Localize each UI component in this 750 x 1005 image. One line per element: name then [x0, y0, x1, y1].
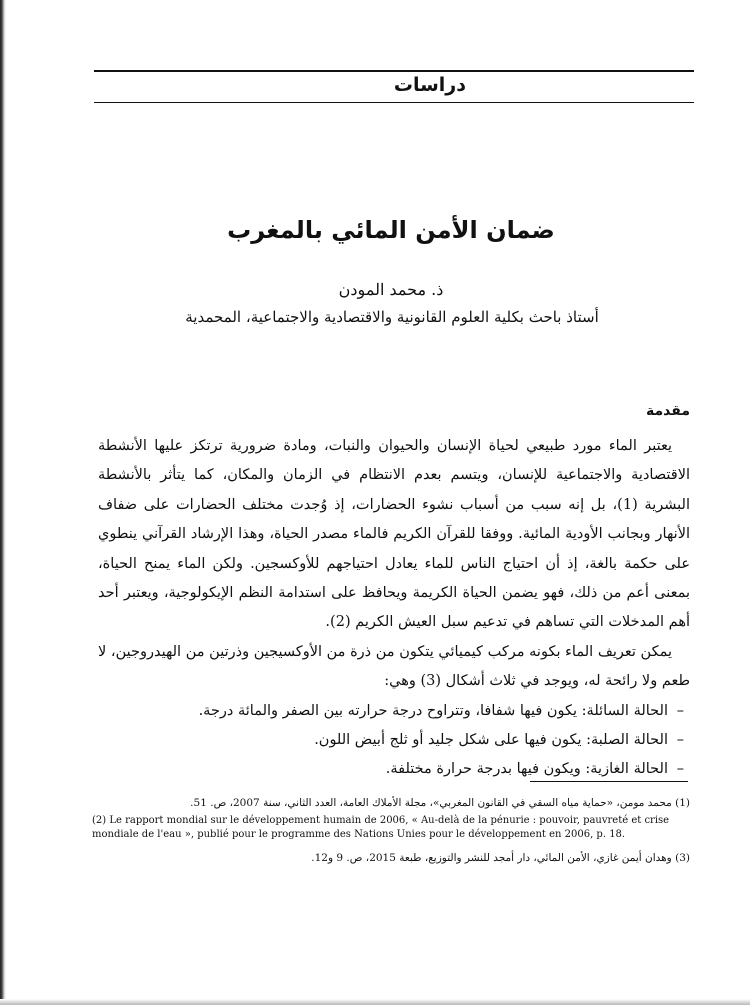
article-title: ضمان الأمن المائي بالمغرب — [227, 216, 555, 244]
footnote-1: (1) محمد مومن، «حماية مياه السقي في القانون المغربي»، مجلة الأملاك العامة، العدد الثاني، سنة 2007، ص. 51. — [190, 797, 690, 809]
author-affiliation: أستاذ باحث بكلية العلوم القانونية والاقتصادية والاجتماعية، المحمدية — [185, 308, 599, 326]
author-name: ذ. محمد المودن — [338, 280, 444, 299]
list-item-text: الحالة الصلبة: يكون فيها على شكل جليد أو ثلج أبيض اللون. — [314, 732, 668, 749]
list-item — [98, 697, 690, 726]
list-marker: – — [676, 702, 684, 719]
list-item-text: الحالة الغازية: ويكون فيها بدرجة حرارة مختلفة. — [385, 761, 668, 778]
list-marker: – — [676, 732, 684, 749]
paragraph: يعتبر الماء مورد طبيعي لحياة الإنسان والحيوان والنبات، ومادة ضرورية ترتكز عليها الأنشطة الاقتصادية والاجتماعية للإنسان، ويتسم بعدم الانتظام في الزمان والمكان، كما يتأثر بالأنشطة البشرية (1)، بل إنه سبب من أسباب نشوء الحضارات، إذ وُجدت مختلف الحضارات على ضفاف الأنهار وبجانب الأودية المائية. ووفقا للقرآن الكريم فالماء مصدر الحياة، وهذا الإرشاد القرآني ينطوي على حكمة بالغة، إذ أن احتياج الناس للماء يعادل احتياجهم للأوكسجين. ولكن الماء يمنح الحياة، بمعنى أعم من ذلك، فهو يضمن الحياة الكريمة ويحافظ على استدامة النظم الإيكولوجية، ويعتبر أحد أهم المدخلات التي تساهم في تدعيم سبل العيش الكريم (2). — [98, 438, 690, 631]
section-header-bar — [94, 70, 694, 103]
section-header-title: دراسات — [393, 74, 466, 96]
section-heading-introduction: مقدمة — [646, 403, 690, 419]
paragraph: يمكن تعريف الماء بكونه مركب كيميائي يتكون من ذرة من الأوكسيجين وذرتين من الهيدروجين، لا طعم ولا رائحة له، ويوجد في ثلاث أشكال (3) وهي: — [98, 643, 690, 690]
list-item — [98, 726, 690, 755]
footnote-3: (3) وهدان أيمن غازي، الأمن المائي، دار أمجد للنشر والتوزيع، طبعة 2015، ص. 9 و12. — [311, 852, 690, 864]
states-list — [98, 697, 690, 785]
footnotes — [92, 795, 690, 867]
footnote-2: (2) Le rapport mondial sur le développement humain de 2006, « Au-delà de la pénurie : pouvoir, pauvreté et crise mondiale de l'eau », publié pour le programme des Nations Unies pour le développement en 2006, p. 18. — [92, 815, 670, 840]
body-text — [98, 432, 690, 785]
list-item-text: الحالة السائلة: يكون فيها شفافا، وتتراوح درجة حرارته بين الصفر والمائة درجة. — [198, 702, 668, 719]
list-marker: – — [676, 761, 684, 778]
footnote-separator — [530, 781, 688, 782]
